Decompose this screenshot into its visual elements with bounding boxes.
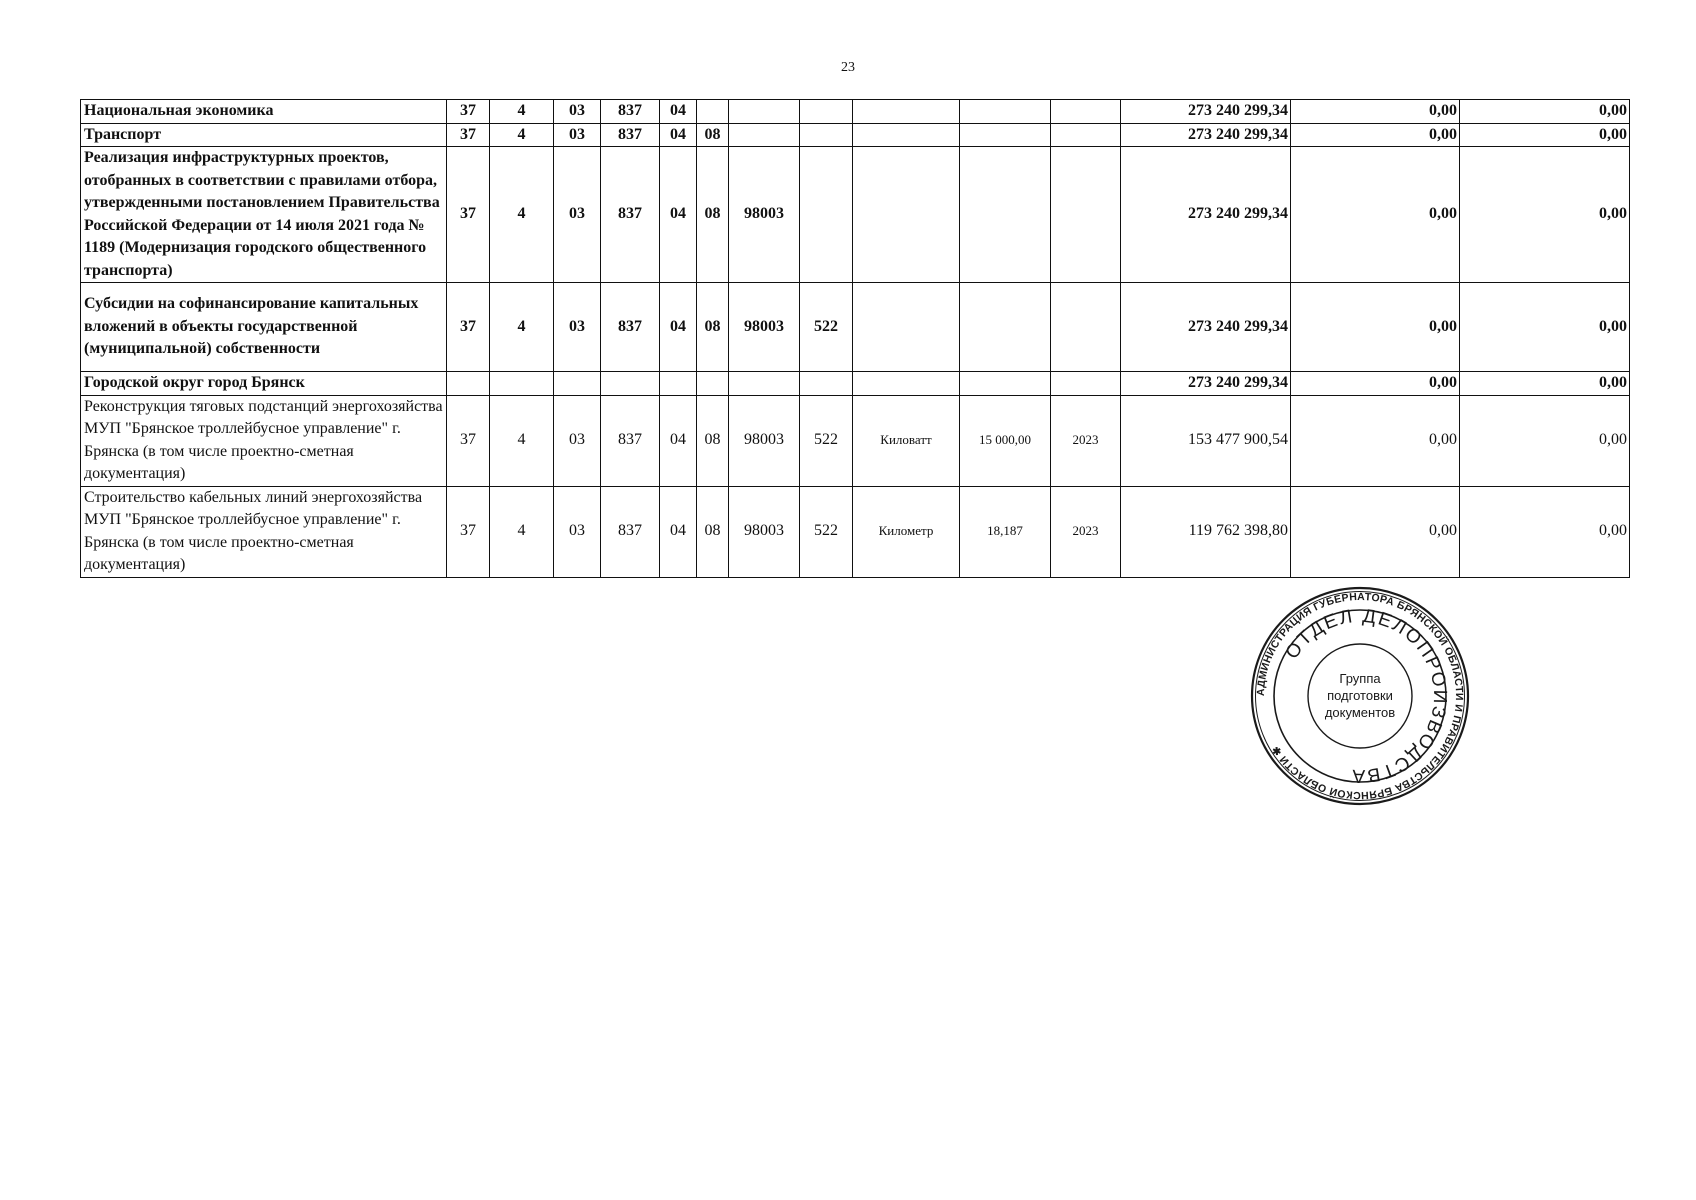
code-cell: 04 <box>660 123 697 147</box>
year-cell <box>1051 147 1121 283</box>
amount-cell: 273 240 299,34 <box>1121 147 1291 283</box>
code-cell: 37 <box>447 283 490 372</box>
budget-table <box>80 99 1630 578</box>
amount-cell: 0,00 <box>1460 100 1630 124</box>
code-cell: 4 <box>490 100 554 124</box>
table-row <box>81 395 1630 486</box>
quantity-cell <box>960 283 1051 372</box>
code-cell: 04 <box>660 283 697 372</box>
code-cell: 98003 <box>729 486 800 577</box>
unit-cell <box>853 100 960 124</box>
code-cell <box>729 100 800 124</box>
code-cell: 4 <box>490 147 554 283</box>
table-row <box>81 123 1630 147</box>
code-cell: 04 <box>660 100 697 124</box>
code-cell <box>447 372 490 396</box>
unit-cell <box>853 147 960 283</box>
year-cell <box>1051 100 1121 124</box>
seal-center-line-2: подготовки <box>1327 688 1393 703</box>
code-cell: 08 <box>697 283 729 372</box>
code-cell: 98003 <box>729 283 800 372</box>
table-row <box>81 486 1630 577</box>
amount-cell: 0,00 <box>1460 283 1630 372</box>
code-cell <box>554 372 601 396</box>
amount-cell: 153 477 900,54 <box>1121 395 1291 486</box>
amount-cell: 0,00 <box>1460 123 1630 147</box>
code-cell <box>800 100 853 124</box>
code-cell: 837 <box>601 100 660 124</box>
unit-cell <box>853 372 960 396</box>
code-cell <box>697 372 729 396</box>
row-name: Реализация инфраструктурных проектов, отобранных в соответствии с правилами отбора, утвержденными постановлением Правительства Российской Федерации от 14 июля 2021 года № 1189 (Модернизация городского общественного транспорта) <box>81 147 447 283</box>
code-cell <box>800 123 853 147</box>
code-cell: 522 <box>800 486 853 577</box>
code-cell: 4 <box>490 395 554 486</box>
amount-cell: 0,00 <box>1291 147 1460 283</box>
unit-cell <box>853 283 960 372</box>
unit-cell: Километр <box>853 486 960 577</box>
code-cell: 03 <box>554 486 601 577</box>
code-cell <box>601 372 660 396</box>
code-cell: 522 <box>800 395 853 486</box>
code-cell: 837 <box>601 147 660 283</box>
code-cell <box>697 100 729 124</box>
code-cell: 98003 <box>729 147 800 283</box>
code-cell <box>490 372 554 396</box>
year-cell <box>1051 283 1121 372</box>
seal-inner-text: ОТДЕЛ ДЕЛОПРОИЗВОДСТВА <box>1281 605 1451 787</box>
quantity-cell <box>960 100 1051 124</box>
amount-cell: 0,00 <box>1460 395 1630 486</box>
code-cell: 37 <box>447 147 490 283</box>
amount-cell: 0,00 <box>1291 100 1460 124</box>
official-seal <box>1249 585 1471 807</box>
amount-cell: 0,00 <box>1460 372 1630 396</box>
row-name: Реконструкция тяговых подстанций энергохозяйства МУП "Брянское троллейбусное управление" г. Брянска (в том числе проектно-сметная документация) <box>81 395 447 486</box>
quantity-cell: 18,187 <box>960 486 1051 577</box>
amount-cell: 273 240 299,34 <box>1121 123 1291 147</box>
table-row <box>81 372 1630 396</box>
amount-cell: 0,00 <box>1291 123 1460 147</box>
year-cell: 2023 <box>1051 395 1121 486</box>
code-cell <box>729 372 800 396</box>
seal-graphic <box>1249 585 1471 807</box>
seal-outer-text: АДМИНИСТРАЦИЯ ГУБЕРНАТОРА БРЯНСКОЙ ОБЛАСТИ И ПРАВИТЕЛЬСТВА БРЯНСКОЙ ОБЛАСТИ ✱ <box>1254 590 1466 802</box>
code-cell: 04 <box>660 147 697 283</box>
row-name: Строительство кабельных линий энергохозяйства МУП "Брянское троллейбусное управление" г. Брянска (в том числе проектно-сметная документация) <box>81 486 447 577</box>
code-cell: 4 <box>490 283 554 372</box>
seal-center-line-3: документов <box>1324 705 1396 720</box>
quantity-cell: 15 000,00 <box>960 395 1051 486</box>
year-cell: 2023 <box>1051 486 1121 577</box>
amount-cell: 0,00 <box>1460 486 1630 577</box>
amount-cell: 0,00 <box>1291 486 1460 577</box>
code-cell: 08 <box>697 395 729 486</box>
seal-center-line-1: Группа <box>1339 671 1381 686</box>
code-cell: 837 <box>601 486 660 577</box>
amount-cell: 119 762 398,80 <box>1121 486 1291 577</box>
code-cell: 522 <box>800 283 853 372</box>
code-cell: 04 <box>660 486 697 577</box>
code-cell <box>800 147 853 283</box>
code-cell: 08 <box>697 147 729 283</box>
code-cell: 837 <box>601 123 660 147</box>
code-cell: 37 <box>447 486 490 577</box>
unit-cell <box>853 123 960 147</box>
code-cell: 37 <box>447 395 490 486</box>
page-number: 23 <box>841 60 855 75</box>
unit-cell: Киловатт <box>853 395 960 486</box>
amount-cell: 0,00 <box>1291 372 1460 396</box>
table-row <box>81 147 1630 283</box>
year-cell <box>1051 123 1121 147</box>
amount-cell: 0,00 <box>1291 283 1460 372</box>
quantity-cell <box>960 372 1051 396</box>
code-cell: 37 <box>447 123 490 147</box>
code-cell: 08 <box>697 486 729 577</box>
code-cell: 03 <box>554 395 601 486</box>
row-name: Городской округ город Брянск <box>81 372 447 396</box>
code-cell <box>729 123 800 147</box>
code-cell: 03 <box>554 147 601 283</box>
code-cell <box>660 372 697 396</box>
code-cell: 98003 <box>729 395 800 486</box>
amount-cell: 273 240 299,34 <box>1121 372 1291 396</box>
table-row <box>81 283 1630 372</box>
amount-cell: 273 240 299,34 <box>1121 100 1291 124</box>
code-cell: 37 <box>447 100 490 124</box>
amount-cell: 0,00 <box>1291 395 1460 486</box>
quantity-cell <box>960 147 1051 283</box>
code-cell: 03 <box>554 283 601 372</box>
code-cell: 04 <box>660 395 697 486</box>
table-row <box>81 100 1630 124</box>
quantity-cell <box>960 123 1051 147</box>
code-cell <box>800 372 853 396</box>
code-cell: 08 <box>697 123 729 147</box>
code-cell: 03 <box>554 123 601 147</box>
row-name: Транспорт <box>81 123 447 147</box>
row-name: Субсидии на софинансирование капитальных вложений в объекты государственной (муниципальной) собственности <box>81 283 447 372</box>
amount-cell: 0,00 <box>1460 147 1630 283</box>
code-cell: 837 <box>601 283 660 372</box>
year-cell <box>1051 372 1121 396</box>
amount-cell: 273 240 299,34 <box>1121 283 1291 372</box>
code-cell: 4 <box>490 123 554 147</box>
row-name: Национальная экономика <box>81 100 447 124</box>
code-cell: 4 <box>490 486 554 577</box>
code-cell: 837 <box>601 395 660 486</box>
code-cell: 03 <box>554 100 601 124</box>
